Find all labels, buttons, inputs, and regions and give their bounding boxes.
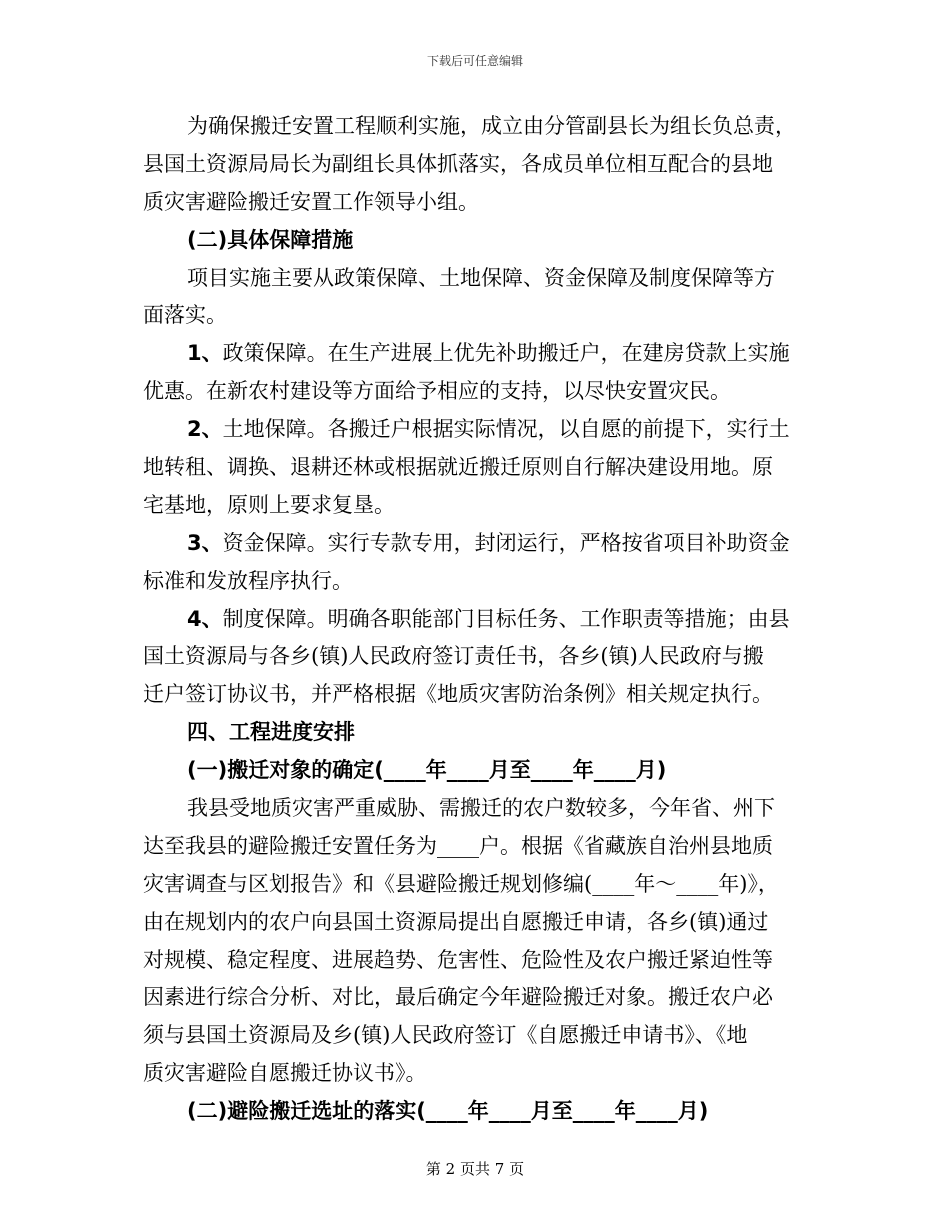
list-item [143, 411, 808, 449]
list-item-text: 土地保障。各搬迁户根据实际情况，以自愿的前提下，实行土 [222, 417, 790, 442]
paragraph-line: 质灾害避险自愿搬迁协议书》。 [143, 1061, 427, 1086]
section-heading: (二)具体保障措施 [187, 227, 354, 252]
paragraph-line: 迁户签订协议书，并严格根据《地质灾害防治条例》相关规定执行。 [143, 682, 773, 707]
paragraph-line: 达至我县的避险搬迁安置任务为____户。根据《省藏族自治州县地质 [143, 833, 773, 858]
section-heading: (二)避险搬迁选址的落实(____年____月至____年____月) [187, 1099, 709, 1124]
header-note: 下载后可任意编辑 [426, 54, 523, 68]
paragraph-line: 项目实施主要从政策保障、土地保障、资金保障及制度保障等方 [187, 265, 775, 290]
list-item-number: 1、 [187, 341, 223, 366]
list-item-number: 3、 [187, 530, 223, 555]
list-item [143, 525, 808, 563]
section-heading: 四、工程进度安排 [187, 720, 355, 745]
paragraph-line: 地转租、调换、退耕还林或根据就近搬迁原则自行解决建设用地。原 [143, 455, 773, 480]
paragraph-line: 国土资源局与各乡(镇)人民政府签订责任书，各乡(镇)人民政府与搬 [143, 644, 764, 669]
list-item-text: 资金保障。实行专款专用，封闭运行，严格按省项目补助资金 [222, 530, 790, 555]
paragraph-line: 我县受地质灾害严重威胁、需搬迁的农户数较多，今年省、州下 [187, 796, 775, 821]
paragraph-line: 须与县国土资源局及乡(镇)人民政府签订《自愿搬迁申请书》、《地 [143, 1023, 748, 1048]
list-item-number: 4、 [187, 606, 223, 631]
body-text [143, 108, 808, 1131]
list-item [143, 601, 808, 639]
paragraph-line: 面落实。 [143, 303, 227, 328]
paragraph-line: 为确保搬迁安置工程顺利实施，成立由分管副县长为组长负总责， [187, 114, 796, 138]
paragraph-line: 因素进行综合分析、对比，最后确定今年避险搬迁对象。搬迁农户必 [143, 985, 773, 1010]
paragraph-line: 对规模、稳定程度、进展趋势、危害性、危险性及农户搬迁紧迫性等 [143, 947, 773, 972]
paragraph-line: 由在规划内的农户向县国土资源局提出自愿搬迁申请，各乡(镇)通过 [143, 909, 769, 934]
paragraph-line: 县国土资源局局长为副组长具体抓落实，各成员单位相互配合的县地 [143, 151, 773, 176]
paragraph-line: 宅基地，原则上要求复垦。 [143, 492, 395, 517]
list-item-number: 2、 [187, 417, 223, 442]
section-heading: (一)搬迁对象的确定(____年____月至____年____月) [187, 758, 667, 783]
list-item-text: 制度保障。明确各职能部门目标任务、工作职责等措施；由县 [222, 606, 790, 631]
paragraph-line: 优惠。在新农村建设等方面给予相应的支持，以尽快安置灾民。 [143, 379, 731, 404]
list-item-text: 政策保障。在生产进展上优先补助搬迁户，在建房贷款上实施 [222, 341, 790, 366]
paragraph-line: 质灾害避险搬迁安置工作领导小组。 [143, 189, 479, 214]
list-item [143, 335, 808, 373]
paragraph-line: 标准和发放程序执行。 [143, 568, 353, 593]
paragraph-line: 灾害调查与区划报告》和《县避险搬迁规划修编(____年～____年)》， [143, 871, 779, 896]
page-number: 第 2 页共 7 页 [425, 1160, 525, 1178]
